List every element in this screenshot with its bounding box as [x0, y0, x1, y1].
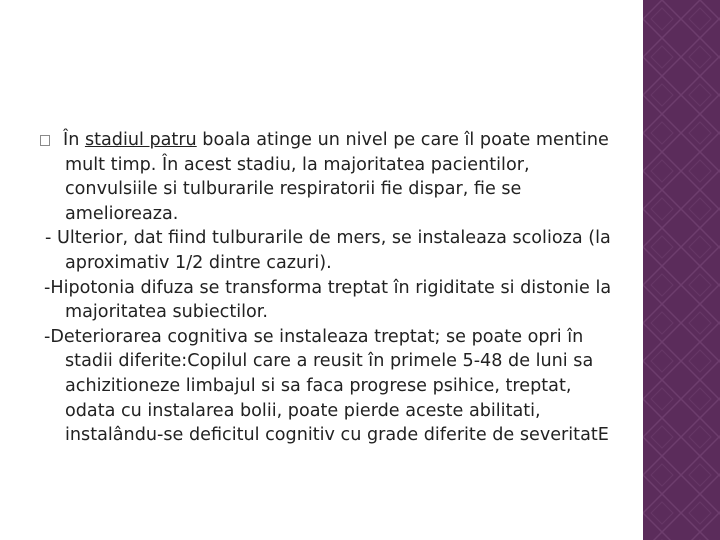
- slide-body: [40, 128, 615, 448]
- paragraph-cognitive: -Deteriorarea cognitiva se instaleaza treptat; se poate opri în stadii diferite:Copilul care a reusit în primele 5-48 de luni sa achizitioneze limbajul si sa faca progrese psihice, treptat, odata cu instalarea bolii, poate pierde aceste abilitati, instalându-se deficitul cognitiv cu grade diferite de severitatE: [44, 326, 609, 446]
- underlined-term: stadiul patru: [84, 130, 197, 150]
- decorative-sidebar: [643, 0, 720, 540]
- square-bullet-icon: [40, 135, 50, 146]
- paragraph-stage-four: [40, 128, 615, 226]
- paragraph-prefix: În: [63, 130, 85, 150]
- paragraph-rest: boala atinge un nivel pe care îl poate mentine mult timp. În acest stadiu, la majoritatea pacientilor, convulsiile si tulburarile respiratorii fie dispar, fie se amelioreaza.: [65, 130, 609, 224]
- paragraph-hypotonia: -Hipotonia difuza se transforma treptat în rigiditate si distonie la majoritatea subiectilor.: [44, 277, 612, 323]
- paragraph-scoliosis: - Ulterior, dat fiind tulburarile de mers, se instaleaza scolioza (la aproximativ 1/2 dintre cazuri).: [45, 228, 611, 273]
- sidebar-pattern: [643, 0, 720, 540]
